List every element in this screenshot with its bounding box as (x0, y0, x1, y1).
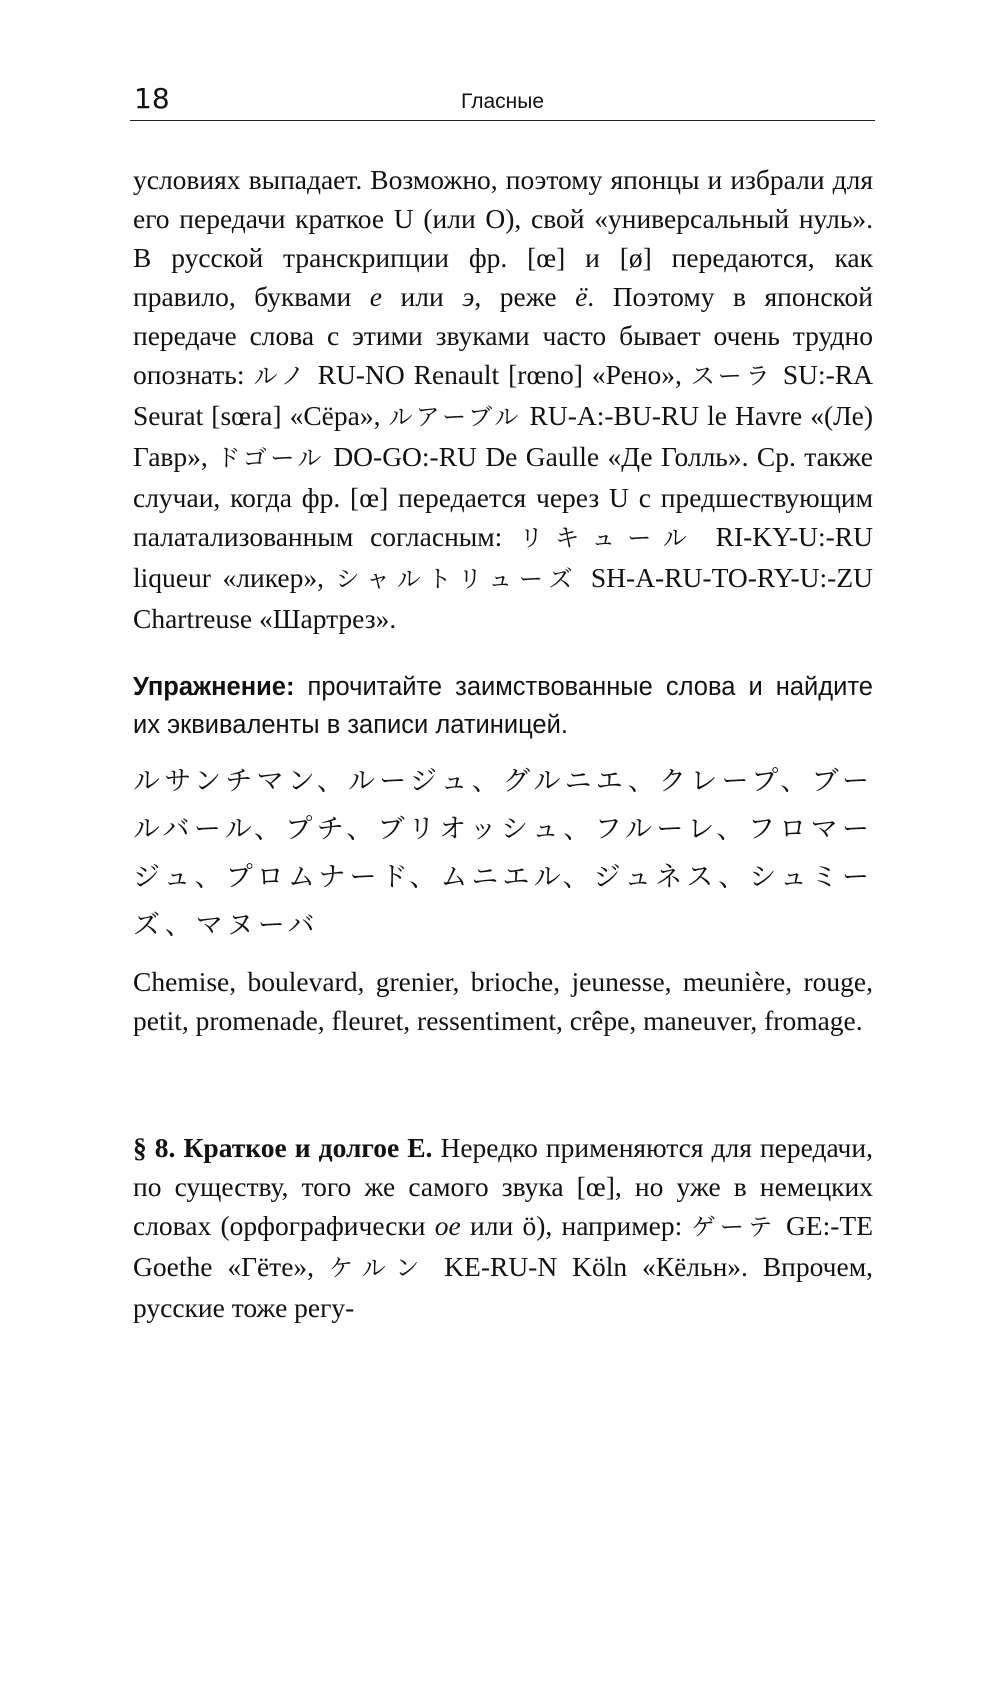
katakana-runo: ルノ (253, 362, 309, 390)
katakana-sura: スーラ (690, 362, 774, 390)
katakana-dogoru: ドゴール (216, 444, 325, 472)
paragraph-french-vowels: условиях выпадает. Возможно, поэтому японцы и избрали для его передачи краткое U (или О), свой «универсальный нуль». В русской транскрипции фр. [œ] и [ø] передаются, как правило, буквами е или э, реже ё. Поэтому в японской передаче слова с этими звуками часто бывает очень трудно опознать: ルノ RU-NO Renault [rœno] «Рено», スーラ SU:-RA Seurat [sœra] «Сёра», ルアーブル RU-A:-BU-RU le Havre «(Ле) Гавр», ドゴール DO-GO:-RU De Gaulle «Де Голль». Ср. также случаи, когда фр. [œ] передается через U с предшествующим палатализованным согласным: リキュール RI-KY-U:-RU liqueur «ликер», シャルトリューズ SH-A-RU-TO-RY-U:-ZU Chartreuse «Шартрез». (133, 164, 874, 634)
running-head: Гласные (461, 90, 544, 113)
page-body (133, 160, 873, 1327)
section-8-paragraph: § 8. Краткое и долгое Е. Нередко применяются для передачи, по существу, того же самого звука [œ], но уже в немецких словах (орфографически oe или ö), например: ゲーテ GE:-TE Goethe «Гёте», ケルン KE-RU-N Köln «Кёльн». Впрочем, русские тоже регу- (133, 1132, 874, 1323)
exercise-latin-words: Chemise, boulevard, grenier, brioche, jeunesse, meunière, rouge, petit, promenade, fleuret, ressentiment, crêpe, maneuver, fromage. (133, 966, 873, 1036)
page-header (130, 80, 875, 121)
katakana-rikyuru: リキュール (519, 524, 699, 552)
page-number: 18 (134, 82, 170, 115)
exercise-label: Упражнение: (133, 673, 295, 701)
katakana-gete: ゲーテ (691, 1213, 777, 1241)
katakana-ruaburu: ルアーブル (388, 403, 522, 431)
section-heading: § 8. Краткое и долгое Е. (133, 1132, 433, 1163)
exercise-instruction: Упражнение: прочитайте заимствованные слова и найдите их эквиваленты в записи латиницей. (133, 673, 873, 739)
exercise-japanese-words: ルサンチマン、ルージュ、グルニエ、クレープ、ブールバール、プチ、ブリオッシュ、フルーレ、フロマージュ、プロムナード、ムニエル、ジュネス、シュミーズ、マヌーバ (133, 766, 873, 941)
katakana-kerun: ケルン (328, 1254, 430, 1282)
katakana-sharutoryuzu: シャルトリューズ (335, 565, 580, 593)
